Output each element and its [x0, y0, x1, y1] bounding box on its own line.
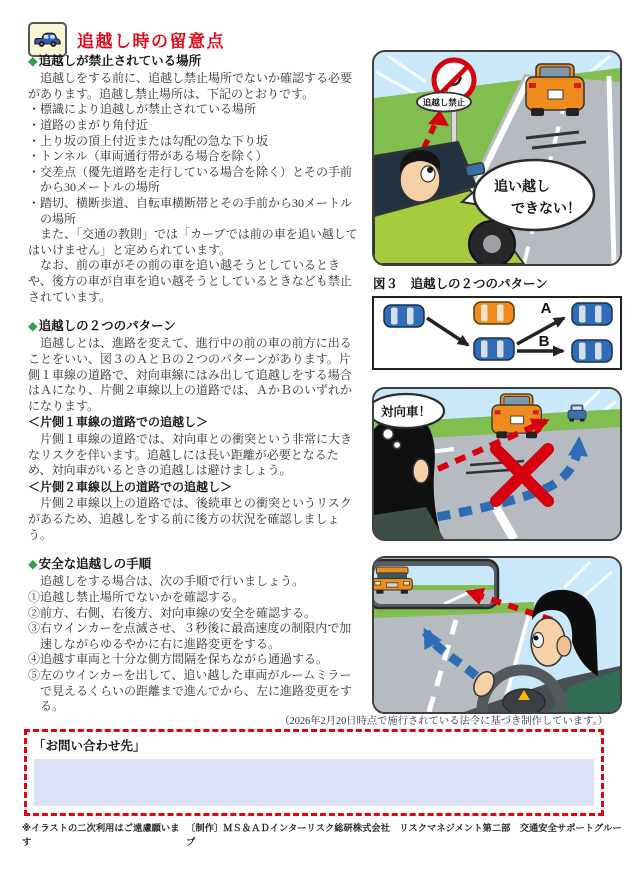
- diamond-bullet-icon: ◆: [28, 557, 38, 572]
- prohibited-places-list: [28, 102, 362, 227]
- list-item: ・交差点（優先道路を走行している場合を除く）とその手前から30メートルの場所: [28, 164, 353, 195]
- car-behind-in-mirror: [374, 567, 412, 594]
- section-heading-text: 安全な追越しの手順: [38, 557, 152, 572]
- paragraph: 片側１車線の道路では、対向車との衝突という非常に大きなリスクを伴います。追越しには長い距離が必要となるため、対向車がいるときの追越しは避けましょう。: [28, 431, 353, 478]
- oncoming-car: [568, 405, 586, 422]
- illustration-mirror-check: [372, 556, 622, 714]
- footer-credit-right: 〔制作〕ＭＳ＆ＡＤインターリスク総研株式会社 リスクマネジメント第二部 交通安全サポートグループ: [186, 823, 622, 847]
- contact-box: [24, 729, 604, 816]
- section-heading: [28, 318, 362, 334]
- rearview-mirror: [374, 560, 498, 608]
- figure3-diagram: [372, 296, 622, 370]
- contact-fill-area: [34, 759, 594, 806]
- page-footer: [22, 820, 623, 848]
- sign-label: 追越し禁止: [422, 97, 466, 108]
- list-item: ・踏切、横断歩道、自転車横断帯とその手前から30メートルの場所: [28, 196, 353, 226]
- figure3-caption: 図３ 追越しの２つのパターン: [373, 277, 548, 291]
- diamond-bullet-icon: ◆: [28, 54, 38, 68]
- list-item: ・上り坂の頂上付近または勾配の急な下り坂: [28, 133, 269, 148]
- paragraph: 追越しをする場合は、次の手順で行いましょう。: [40, 574, 305, 589]
- paragraph: 片側２車線以上の道路では、後続車との衝突というリスクがあるため、追越しをする前に後方の状況を確認しましょう。: [28, 496, 352, 542]
- illustration-oncoming-car: [372, 387, 622, 541]
- bubble-line2: できない！: [511, 200, 581, 216]
- section-heading-text: 追越しの２つのパターン: [38, 319, 176, 334]
- step-item: ①追越し禁止場所でないかを確認する。: [28, 589, 245, 604]
- procedure-steps-list: [28, 590, 362, 715]
- car-rear-start: [384, 305, 424, 327]
- step-item: ④追越す車両と十分な側方間隔を保ちながら通過する。: [28, 652, 329, 667]
- list-item: ・トンネル（車両通行帯がある場合を除く）: [28, 149, 268, 164]
- left-column: [28, 53, 362, 728]
- page-title: 追越し時の留意点: [77, 32, 225, 51]
- car-side-glyph: [34, 30, 61, 49]
- car-end-a: [572, 303, 612, 325]
- label-b: B: [538, 333, 550, 350]
- subsection-heading: ＜片側１車線の道路での追越し＞: [28, 415, 209, 430]
- section-heading: [28, 53, 362, 69]
- list-item: ・道路のまがり角付近: [28, 118, 149, 133]
- section-prohibited-places: [28, 53, 362, 305]
- section-heading: [28, 556, 362, 572]
- step-item: ③右ウインカーを点滅させ、３秒後に最高速度の制限内で加速しながらゆるやかに右に進路変更をする。: [28, 621, 352, 651]
- car-end-b: [572, 340, 612, 362]
- diamond-bullet-icon: ◆: [28, 319, 38, 334]
- paragraph: 追越しをする前に、追越し禁止場所でないか確認する必要があります。追越し禁止場所は、下記のとおりです。: [28, 71, 353, 101]
- right-column: [372, 50, 622, 714]
- paragraph: なお、前の車がその前の車を追い越そうとしているときや、後方の車が自車を追い越そうとしているときなども禁止されています。: [28, 258, 352, 304]
- list-item: ・標識により追越しが禁止されている場所: [28, 102, 257, 117]
- footer-note-left: ※イラストの二次利用はご遠慮願います: [22, 823, 180, 847]
- thought-text: 対向車！: [380, 405, 432, 419]
- subsection-heading: ＜片側２車線以上の道路での追越し＞: [28, 479, 233, 494]
- illustration-no-overtaking: [372, 50, 622, 266]
- section-two-patterns: [28, 318, 362, 543]
- paragraph: また、「交通の教則」では「カーブでは前の車を追い越してはいけません」と定められています。: [28, 227, 358, 257]
- step-item: ⑤左のウインカーを出して、追い越した車両がルームミラーで見えるくらいの距離まで進んでから、左に進路変更をする。: [28, 667, 353, 714]
- section-safe-procedure: [28, 556, 362, 715]
- car-icon: [28, 22, 67, 57]
- lane-change-arrow: [427, 318, 468, 345]
- section-heading-text: 追越しが禁止されている場所: [38, 54, 202, 68]
- bubble-line1: 追い越し: [494, 178, 550, 194]
- paragraph: 追越しとは、進路を変えて、進行中の前の車の前方に出ることをいい、図３のＡとＢの２つのパターンがあります。片側１車線の道路で、対向車線にはみ出して追越しをする場合はＡになり、片側２車線以上の道路では、ＡかＢのいずれかになります。: [28, 336, 353, 413]
- label-a: A: [540, 300, 552, 317]
- car-passing: [474, 338, 514, 360]
- law-note: （2026年2月20日時点で施行されている法令に基づき制作しています。）: [279, 716, 608, 727]
- step-item: ②前方、右側、右後方、対向車線の安全を確認する。: [28, 605, 317, 620]
- contact-label: 「お問い合わせ先」: [33, 739, 146, 753]
- header: [28, 22, 225, 57]
- car-being-overtaken: [474, 302, 514, 324]
- driver: [400, 150, 440, 202]
